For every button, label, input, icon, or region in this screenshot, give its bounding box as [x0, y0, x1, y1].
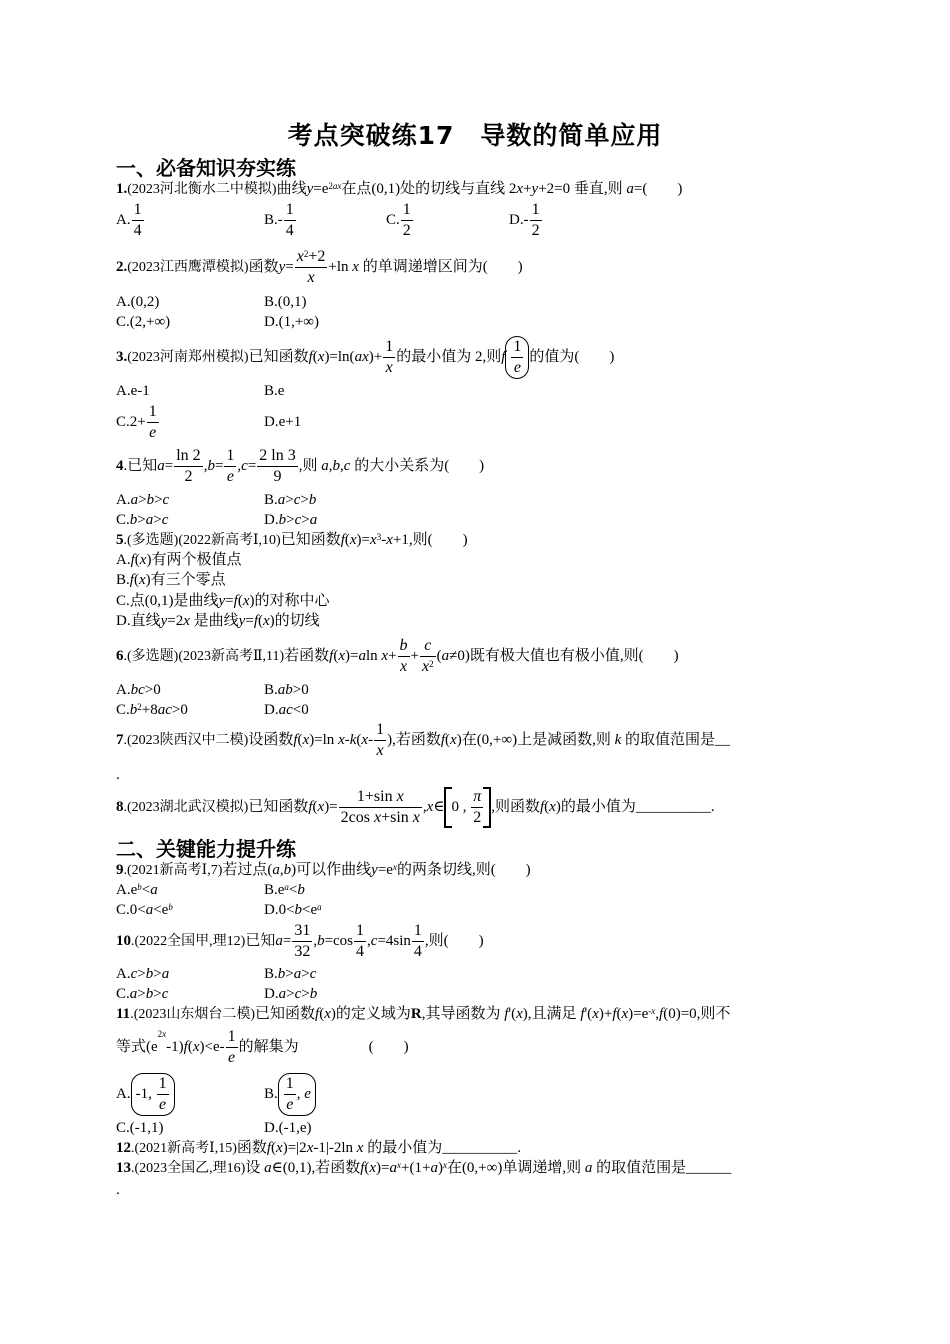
q6-option-b[interactable]: B.ab>0	[264, 682, 309, 698]
question-2: 2.(2023江西鹰潭模拟)函数y= $\frac{x^2+2}{x}$ +ln x 的单调递增区间为( )	[116, 248, 523, 286]
q10-option-c[interactable]: C.a>b>c	[116, 986, 169, 1002]
q5-option-c[interactable]: C.点(0,1)是曲线y=f(x)的对称中心	[116, 593, 330, 609]
q11-option-d[interactable]: D.(-1,e)	[264, 1120, 312, 1136]
question-8: 8.(2023湖北武汉模拟)已知函数f(x)= $\frac{\text{1+sin x}}{\text{2cos x+sin x}}$ ,x∈ 0 , $\frac{\pi}{2}$ ,则函数f(x)的最小值为__________.	[116, 788, 715, 826]
q3-option-c[interactable]: C.2+ $\frac{1}{e}$	[116, 403, 157, 441]
q10-option-b[interactable]: B.b>a>c	[264, 966, 317, 982]
q11-option-a[interactable]: A. -1, $\frac{1}{e}$	[116, 1073, 175, 1116]
question-12: 12.(2021新高考Ⅰ,15)函数f(x)=|2x-1|-2ln x 的最小值为__________.	[116, 1140, 521, 1156]
q9-option-a[interactable]: $A.e^b<a$	[116, 882, 158, 898]
q11-option-b[interactable]: B. $\frac{1}{e}$ , e	[264, 1073, 316, 1116]
question-7: 7.(2023陕西汉中二模)设函数f(x)=ln x-k(x- $\frac{1}{x}$ ),若函数f(x)在(0,+∞)上是减函数,则 k 的取值范围是__	[116, 721, 731, 759]
q2-option-d[interactable]: D.(1,+∞)	[264, 314, 319, 330]
q9-option-c[interactable]: $C.0<a<e^b$	[116, 902, 173, 918]
page-title: 考点突破练17 导数的简单应用	[287, 121, 663, 150]
q4-option-c[interactable]: C.b>a>c	[116, 512, 169, 528]
q5-option-d[interactable]: D.直线y=2x 是曲线y=f(x)的切线	[116, 613, 320, 629]
q3-option-a[interactable]: A.e-1	[116, 383, 150, 399]
question-11: 11.(2023山东烟台二模)已知函数f(x)的定义域为R,其导函数为 f'(x),且满足 $f'(x)+f(x)=e^{-x},f(0)=0$,则不	[116, 1006, 731, 1022]
question-1: 1.(2023河北衡水二中模拟)曲线$y=e^{2ax}$在点(0,1)处的切线与直线 2x+y+2=0 垂直,则 a=( )	[116, 181, 683, 197]
q9-option-d[interactable]: $D.0<b<e^a$	[264, 902, 322, 918]
question-13: 13.(2023全国乙,理16)设 a∈(0,1),若函数$f(x)=a^x+(1+a)^x$在(0,+∞)单调递增,则 a 的取值范围是______	[116, 1160, 732, 1176]
question-9: 9.(2021新高考Ⅰ,7)若过点(a,b)可以作曲线$y=e^x$的两条切线,则( )	[116, 862, 531, 878]
q6-option-d[interactable]: D.ac<0	[264, 702, 309, 718]
question-6: 6.(多选题)(2023新高考Ⅱ,11)若函数f(x)=aln x+ $\frac{b}{x}$ + $\frac{c}{x^2}$ (a≠0)既有极大值也有极小值,则( )	[116, 637, 679, 675]
question-5: 5.(多选题)(2022新高考Ⅰ,10)已知函数$f(x)=x^3-x+1$,则( )	[116, 532, 468, 548]
q1-option-b[interactable]: B.- $\frac{1}{4}$	[264, 201, 294, 239]
q13-tail: .	[116, 1182, 120, 1198]
section-heading-1: 一、必备知识夯实练	[116, 156, 296, 180]
question-4: 4.已知a= $\frac{\ln 2}{2}$ ,b= $\frac{1}{e}$ ,c= $\frac{2 \ln 3}{9}$ ,则 a,b,c 的大小关系为( )	[116, 447, 485, 485]
q2-option-b[interactable]: B.(0,1)	[264, 294, 307, 310]
q4-option-a[interactable]: A.a>b>c	[116, 492, 170, 508]
q1-option-d[interactable]: D.- $\frac{1}{2}$	[509, 201, 540, 239]
q10-option-a[interactable]: A.c>b>a	[116, 966, 170, 982]
q6-option-a[interactable]: A.bc>0	[116, 682, 161, 698]
q11-option-c[interactable]: C.(-1,1)	[116, 1120, 164, 1136]
q5-option-a[interactable]: A.f(x)有两个极值点	[116, 552, 242, 568]
q1-option-c[interactable]: C. $\frac{1}{2}$	[386, 201, 411, 239]
q2-option-c[interactable]: C.(2,+∞)	[116, 314, 171, 330]
question-3: 3.(2023河南郑州模拟)已知函数f(x)=ln(ax)+ $\frac{1}{x}$ 的最小值为 2,则f $\frac{1}{e}$ 的值为( )	[116, 336, 614, 379]
q4-option-d[interactable]: D.b>c>a	[264, 512, 318, 528]
q4-option-b[interactable]: B.a>c>b	[264, 492, 317, 508]
q3-option-d[interactable]: D.e+1	[264, 414, 302, 430]
q2-option-a[interactable]: A.(0,2)	[116, 294, 160, 310]
q1-option-a[interactable]: A. $\frac{1}{4}$	[116, 201, 142, 239]
q10-option-d[interactable]: D.a>c>b	[264, 986, 318, 1002]
question-10: 10.(2022全国甲,理12)已知a= $\frac{31}{32}$ ,b=cos $\frac{1}{4}$ ,c=4sin $\frac{1}{4}$ ,则( )	[116, 922, 484, 960]
q9-option-b[interactable]: $B.e^a<b$	[264, 882, 305, 898]
q7-tail: .	[116, 767, 120, 783]
q3-option-b[interactable]: B.e	[264, 383, 285, 399]
q5-option-b[interactable]: B.f(x)有三个零点	[116, 572, 226, 588]
question-11-line2: 等式$(e^{2x}-1)f(x)<e-$ $\frac{1}{e}$ 的解集为 ( )	[116, 1028, 409, 1066]
q6-option-c[interactable]: $C.b^2+8ac>0$	[116, 702, 188, 718]
section-heading-2: 二、关键能力提升练	[116, 837, 296, 861]
